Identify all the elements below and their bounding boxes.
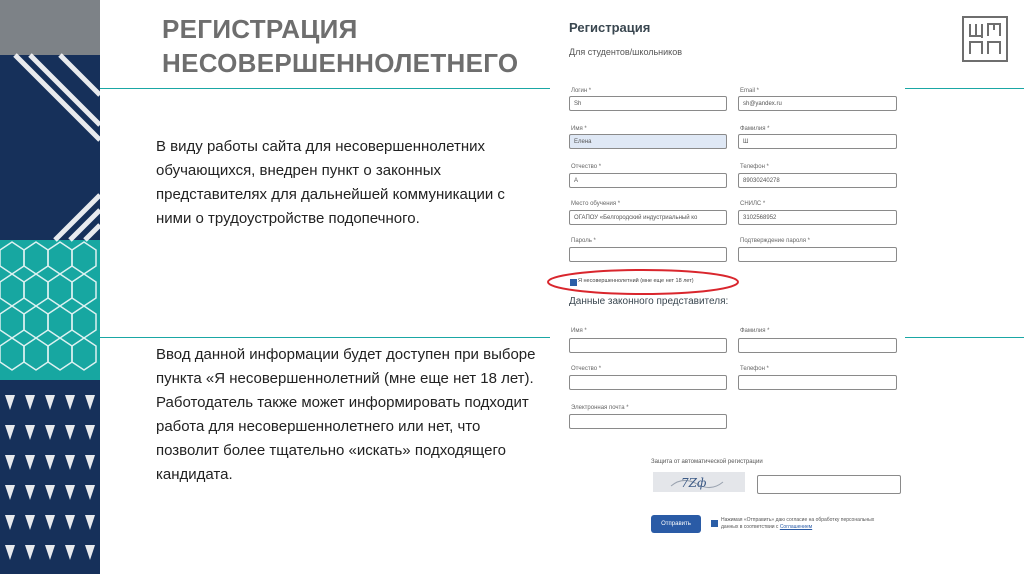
title-line-2: НЕСОВЕРШЕННОЛЕТНЕГО — [162, 48, 519, 78]
guardian-patronymic-label: Отчество * — [571, 366, 602, 372]
slide-title — [162, 12, 518, 80]
divider-middle — [100, 337, 550, 338]
divider-top-right — [900, 88, 1024, 89]
study-place-select[interactable]: ОГАПОУ «Белгородский индустриальный ко — [569, 210, 727, 225]
guardian-email-label: Электронная почта * — [571, 405, 629, 411]
highlight-oval — [546, 268, 740, 296]
captcha-input[interactable] — [757, 475, 901, 494]
paragraph-details-line1: Ввод данной информации будет доступен при выборе пункта «Я несовершеннолетний (мне еще нет 18 лет). — [156, 346, 536, 387]
form-title: Регистрация — [569, 20, 651, 35]
paragraph-details — [156, 343, 546, 487]
login-label: Логин * — [571, 88, 592, 94]
email-input[interactable]: sh@yandex.ru — [738, 96, 897, 111]
title-line-1: РЕГИСТРАЦИЯ — [162, 14, 358, 44]
minor-checkbox-label: Я несовершеннолетний (мне еще нет 18 лет) — [578, 278, 694, 284]
guardian-email-input[interactable] — [569, 414, 727, 429]
paragraph-intro: В виду работы сайта для несовершеннолетних обучающихся, внедрен пункт о законных представителях для дальнейшей коммуникации с ними о трудоустройстве подопечного. — [156, 138, 505, 227]
agreement-link[interactable]: Соглашением — [779, 524, 813, 530]
snils-label: СНИЛС * — [740, 201, 766, 207]
form-subtitle: Для студентов/школьников — [569, 47, 683, 57]
guardian-surname-input[interactable] — [738, 338, 897, 353]
agree-text-body: Нажимая «Отправить» даю согласие на обработку персональных данных в соответствии с — [721, 517, 875, 530]
guardian-surname-label: Фамилия * — [740, 328, 770, 334]
submit-button[interactable]: Отправить — [651, 515, 701, 533]
paragraph-details-line2: Работодатель также может информировать подходит работа для несовершеннолетнего или нет, что позволит более тщательно «искать» подходящего кандидата. — [156, 394, 529, 483]
guardian-phone-input[interactable] — [738, 375, 897, 390]
captcha-label: Защита от автоматической регистрации — [651, 459, 763, 465]
password-confirm-label: Подтверждение пароля * — [740, 238, 810, 244]
guardian-name-input[interactable] — [569, 338, 727, 353]
name-input[interactable]: Елена — [569, 134, 727, 149]
patronymic-label: Отчество * — [571, 164, 602, 170]
agree-checkbox[interactable] — [711, 520, 718, 527]
divider-middle-right — [900, 337, 1024, 338]
phone-input[interactable]: 89030240278 — [738, 173, 897, 188]
agree-text — [721, 517, 881, 531]
login-input[interactable]: Sh — [569, 96, 727, 111]
guardian-name-label: Имя * — [571, 328, 587, 334]
name-label: Имя * — [571, 126, 587, 132]
guardian-patronymic-input[interactable] — [569, 375, 727, 390]
divider-top — [100, 88, 550, 89]
logo-icon — [962, 16, 1008, 62]
password-input[interactable] — [569, 247, 727, 262]
patronymic-input[interactable]: А — [569, 173, 727, 188]
surname-input[interactable]: Ш — [738, 134, 897, 149]
phone-label: Телефон * — [740, 164, 769, 170]
decorative-strip — [0, 0, 100, 574]
study-place-label: Место обучения * — [571, 201, 621, 207]
guardian-section-title: Данные законного представителя: — [569, 296, 729, 307]
password-confirm-input[interactable] — [738, 247, 897, 262]
email-label: Email * — [740, 88, 760, 94]
captcha-image — [653, 472, 745, 492]
guardian-phone-label: Телефон * — [740, 366, 769, 372]
captcha-text: 7Zф — [681, 476, 707, 490]
password-label: Пароль * — [571, 238, 596, 244]
surname-label: Фамилия * — [740, 126, 770, 132]
snils-input[interactable]: 3102568952 — [738, 210, 897, 225]
